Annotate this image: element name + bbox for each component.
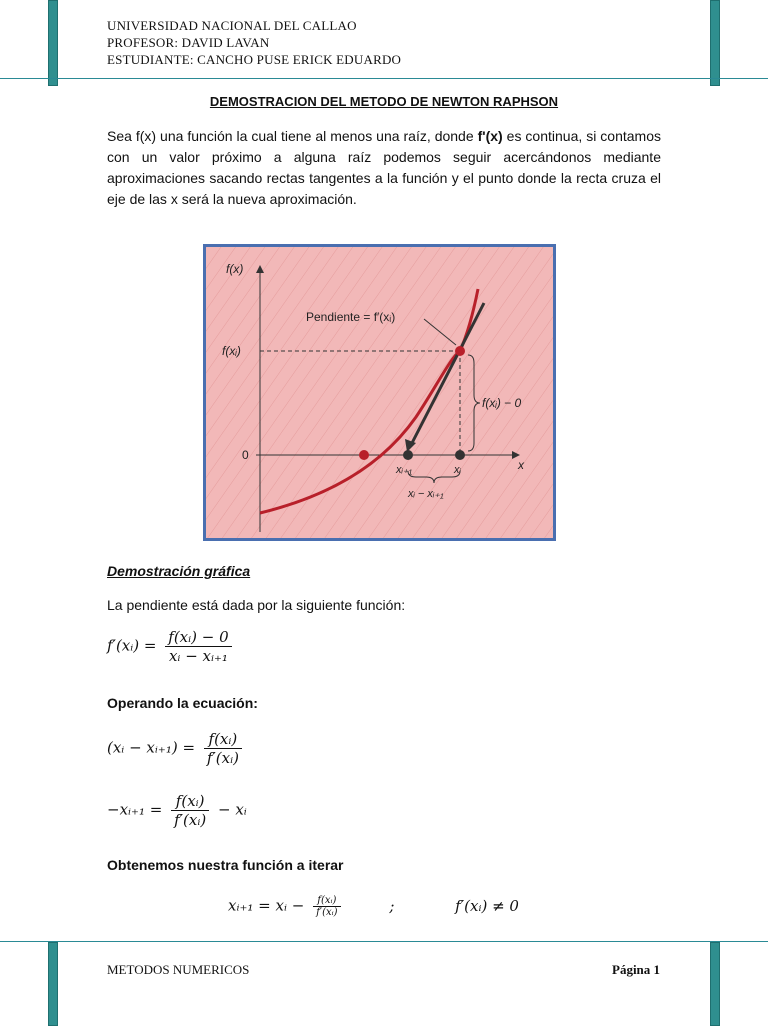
rise-label: f(xᵢ) − 0	[482, 396, 522, 410]
equation-operating	[107, 730, 246, 767]
eq3-denominator: f′(xᵢ)	[174, 811, 207, 829]
equation-slope	[107, 628, 236, 665]
obtenemos-heading: Obtenemos nuestra función a iterar	[107, 857, 344, 873]
figure-hatch-background	[206, 247, 553, 538]
eq3-fraction	[171, 792, 209, 829]
operando-heading: Operando la ecuación:	[107, 695, 258, 711]
header-student: ESTUDIANTE: CANCHO PUSE ERICK EDUARDO	[107, 52, 402, 67]
slope-text: La pendiente está dada por la siguiente función:	[107, 597, 406, 613]
xi-label: xᵢ	[454, 464, 461, 476]
header-professor: PROFESOR: DAVID LAVAN	[107, 35, 270, 50]
eq3-numerator: f(xᵢ)	[171, 792, 209, 811]
intro-text-end: es continua, si contamos con un valor próximo a alguna raíz podemos seguir acercándonos mediante aproximaciones sacando rectas tangentes a la función y el punto donde la recta cruza el eje de las x será la nueva aproximación.	[107, 128, 661, 207]
eq4-separator: ;	[389, 896, 395, 915]
figure-diagram	[206, 247, 553, 538]
eq4-condition: f′(xᵢ) ≠ 0	[455, 896, 519, 915]
equation-isolate	[107, 792, 247, 829]
zero-label: 0	[242, 448, 249, 462]
xi1-label: xᵢ₊₁	[396, 464, 413, 476]
tangent-point	[455, 346, 465, 356]
eq4-denominator: f′(xᵢ)	[316, 907, 338, 918]
footer-left-bar	[48, 942, 58, 1026]
eq3-lhs: −xᵢ₊₁ =	[107, 800, 163, 819]
footer-divider	[0, 941, 768, 942]
intro-paragraph	[107, 126, 661, 210]
eq1-fraction	[165, 628, 231, 665]
run-label: xᵢ − xᵢ₊₁	[408, 488, 444, 500]
slope-label: Pendiente = f′(xᵢ)	[306, 310, 396, 324]
eq3-rhs: − xᵢ	[218, 800, 247, 819]
eq4-fraction	[313, 895, 340, 918]
x-axis-label: x	[518, 458, 524, 472]
newton-raphson-figure	[203, 244, 556, 541]
eq1-numerator: f(xᵢ) − 0	[165, 628, 231, 647]
footer-right-bar	[710, 942, 720, 1026]
xi1-point	[403, 450, 413, 460]
root-point	[359, 450, 369, 460]
equation-iteration	[228, 895, 519, 918]
header-left-bar	[48, 0, 58, 86]
header-university: UNIVERSIDAD NACIONAL DEL CALLAO	[107, 18, 357, 33]
section-title: Demostración gráfica	[107, 563, 251, 579]
fxi-label: f(xᵢ)	[222, 344, 241, 358]
header-right-bar	[710, 0, 720, 86]
eq1-lhs: f′(xᵢ) =	[107, 636, 157, 655]
page-title: DEMOSTRACION DEL METODO DE NEWTON RAPHSON	[209, 94, 559, 109]
eq2-numerator: f(xᵢ)	[204, 730, 242, 749]
eq2-denominator: f′(xᵢ)	[206, 749, 239, 767]
eq4-numerator: f(xᵢ)	[313, 895, 340, 907]
eq2-lhs: (xᵢ − xᵢ₊₁) =	[107, 738, 196, 757]
xi-point	[455, 450, 465, 460]
intro-text-bold: f'(x)	[477, 128, 503, 144]
y-axis-label: f(x)	[226, 262, 244, 276]
header-divider	[0, 78, 768, 79]
footer-page-number: Página 1	[612, 962, 661, 977]
eq4-lhs: xᵢ₊₁ = xᵢ −	[228, 896, 305, 915]
eq2-fraction	[204, 730, 242, 767]
footer-course: METODOS NUMERICOS	[107, 962, 250, 977]
eq1-denominator: xᵢ − xᵢ₊₁	[168, 647, 228, 665]
intro-text-start: Sea f(x) una función la cual tiene al menos una raíz, donde	[107, 128, 478, 144]
